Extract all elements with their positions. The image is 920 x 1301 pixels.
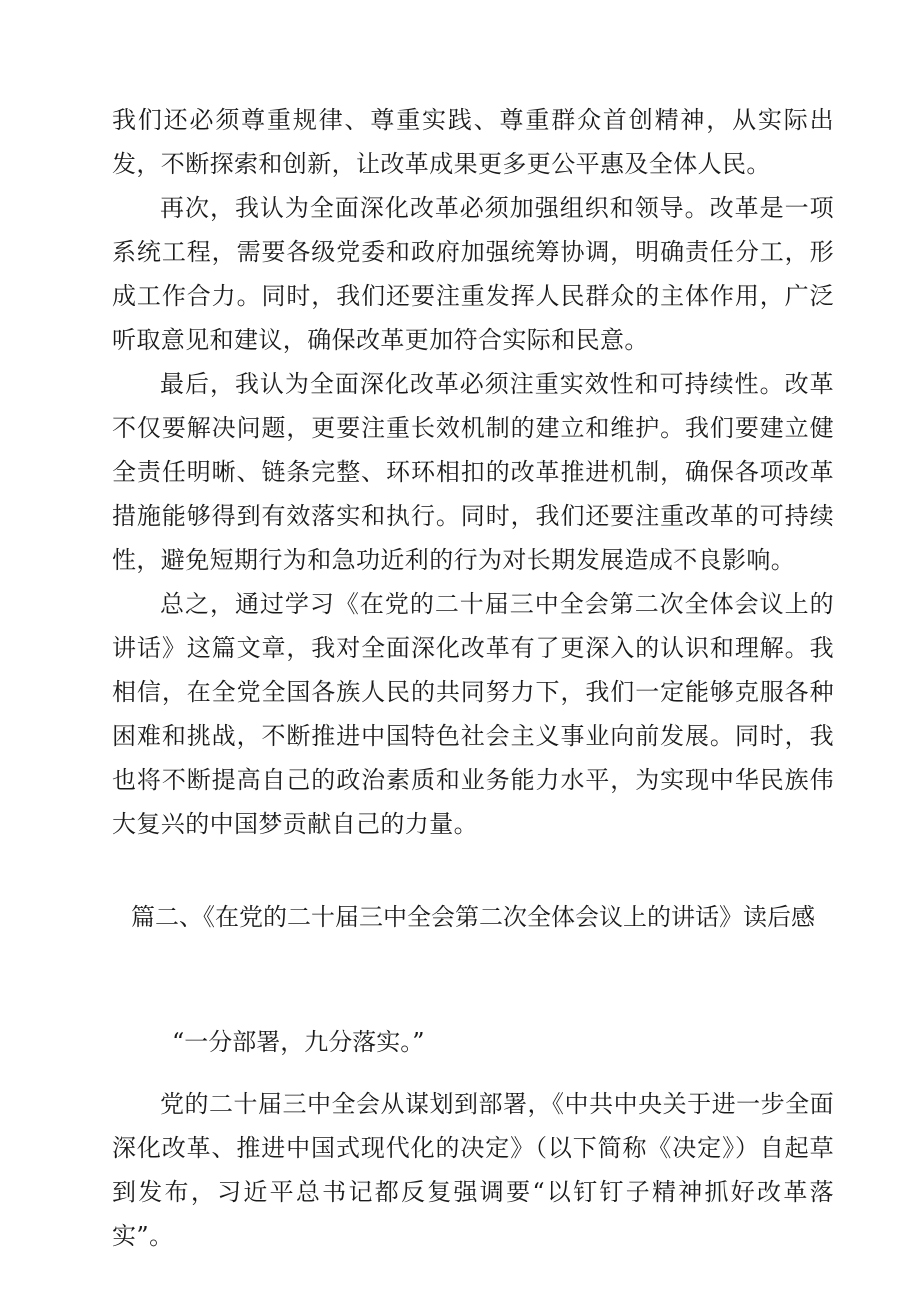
article-body-section-two	[112, 1082, 834, 1258]
paragraph-intro: 党的二十届三中全会从谋划到部署，《中共中央关于进一步全面深化改革、推进中国式现代化的决定》（以下简称《决定》）自起草到发布，习近平总书记都反复强调要“以钉钉子精神抓好改革落实”。	[112, 1090, 834, 1250]
section-heading: 篇二、《在党的二十届三中全会第二次全体会议上的讲话》读后感	[131, 903, 815, 931]
quote-line: “一分部署，九分落实。”	[172, 1028, 425, 1056]
paragraph-effectiveness: 最后，我认为全面深化改革必须注重实效性和可持续性。改革不仅要解决问题，更要注重长效机制的建立和维护。我们要建立健全责任明晰、链条完整、环环相扣的改革推进机制，确保各项改革措施能够得到有效落实和执行。同时，我们还要注重改革的可持续性，避免短期行为和急功近利的行为对长期发展造成不良影响。	[112, 370, 834, 574]
paragraph-continuation: 我们还必须尊重规律、尊重实践、尊重群众首创精神，从实际出发，不断探索和创新，让改革成果更多更公平惠及全体人民。	[112, 106, 834, 178]
paragraph-organization: 再次，我认为全面深化改革必须加强组织和领导。改革是一项系统工程，需要各级党委和政府加强统筹协调，明确责任分工，形成工作合力。同时，我们还要注重发挥人民群众的主体作用，广泛听取意见和建议，确保改革更加符合实际和民意。	[112, 194, 834, 354]
article-body	[112, 98, 834, 846]
paragraph-conclusion: 总之，通过学习《在党的二十届三中全会第二次全体会议上的讲话》这篇文章，我对全面深化改革有了更深入的认识和理解。我相信，在全党全国各族人民的共同努力下，我们一定能够克服各种困难和挑战，不断推进中国特色社会主义事业向前发展。同时，我也将不断提高自己的政治素质和业务能力水平，为实现中华民族伟大复兴的中国梦贡献自己的力量。	[112, 590, 834, 838]
